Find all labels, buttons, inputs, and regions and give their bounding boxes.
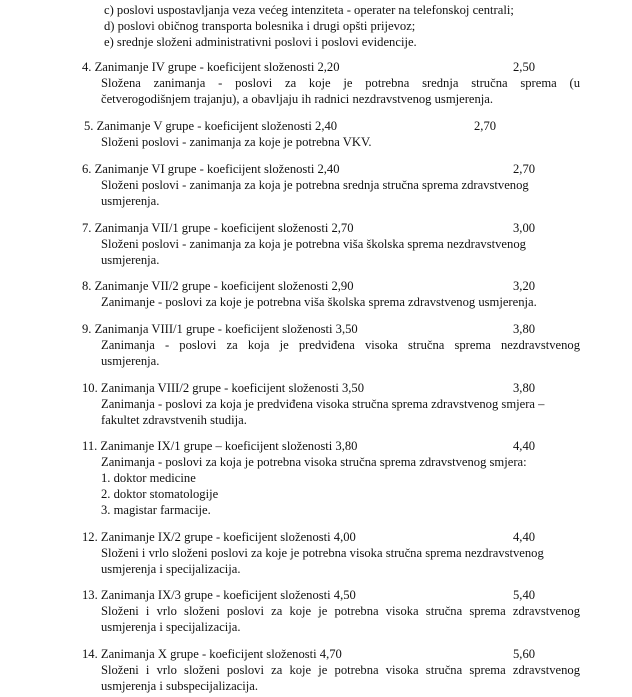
item-5-value: 2,70 (474, 119, 497, 133)
item-9-line-2: usmjerenja. (101, 354, 160, 368)
list-item-c: c) poslovi uspostavljanja veza većeg intenziteta - operater na telefonskoj centrali; (104, 3, 514, 17)
item-8-line-1: Zanimanje - poslovi za koje je potrebna viša školska sprema zdravstvenog usmjerenja. (101, 295, 537, 309)
item-13-line-2: usmjerenja i specijalizacija. (101, 620, 241, 634)
item-13-heading: 13. Zanimanja IX/3 grupe - koeficijent složenosti 4,50 (82, 588, 356, 602)
item-7-value: 3,00 (513, 221, 536, 235)
list-item-e: e) srednje složeni administrativni poslovi i poslovi evidencije. (104, 35, 417, 49)
item-4-line-2: četverogodišnjem trajanju), a obavljaju ih radnici nezdravstvenog usmjerenja. (101, 92, 494, 106)
item-13-line-1: Složeni i vrlo složeni poslovi za koje je potrebna visoka stručna sprema zdravstvenog (101, 604, 580, 618)
item-12-heading: 12. Zanimanje IX/2 grupe - koeficijent složenosti 4,00 (82, 530, 356, 544)
item-14-line-2: usmjerenja i subspecijalizacija. (101, 679, 259, 693)
item-4-heading: 4. Zanimanje IV grupe - koeficijent složenosti 2,20 (82, 60, 340, 74)
item-9-heading: 9. Zanimanja VIII/1 grupe - koeficijent složenosti 3,50 (82, 322, 358, 336)
item-6-line-2: usmjerenja. (101, 194, 160, 208)
item-12-line-1: Složeni i vrlo složeni poslovi za koje je potrebna visoka stručna sprema nezdravstvenog (101, 546, 544, 560)
item-14-line-1: Složeni i vrlo složeni poslovi za koje je potrebna visoka stručna sprema zdravstvenog (101, 663, 580, 677)
item-12-value: 4,40 (513, 530, 536, 544)
item-7-line-1: Složeni poslovi - zanimanja za koja je potrebna viša školska sprema nezdravstvenog (101, 237, 526, 251)
item-14-value: 5,60 (513, 647, 536, 661)
item-5-line-1: Složeni poslovi - zanimanja za koje je potrebna VKV. (101, 135, 372, 149)
item-13-value: 5,40 (513, 588, 536, 602)
item-10-value: 3,80 (513, 381, 536, 395)
item-4-value: 2,50 (513, 60, 536, 74)
item-11-line-1: Zanimanja - poslovi za koja je potrebna visoka stručna sprema zdravstvenog smjera: (101, 455, 527, 469)
item-10-heading: 10. Zanimanja VIII/2 grupe - koeficijent složenosti 3,50 (82, 381, 365, 395)
item-9-line-1: Zanimanja - poslovi za koja je predviđena visoka stručna sprema nezdravstvenog (101, 338, 580, 352)
item-7-heading: 7. Zanimanja VII/1 grupe - koeficijent složenosti 2,70 (82, 221, 354, 235)
list-item-d: d) poslovi običnog transporta bolesnika i drugi opšti prijevoz; (104, 19, 416, 33)
item-11-value: 4,40 (513, 439, 536, 453)
item-8-value: 3,20 (513, 279, 536, 293)
item-10-line-2: fakultet zdravstvenih studija. (101, 413, 247, 427)
item-11-list-3: 3. magistar farmacije. (101, 503, 211, 517)
item-12-line-2: usmjerenja i specijalizacija. (101, 562, 241, 576)
item-9-value: 3,80 (513, 322, 536, 336)
item-7-line-2: usmjerenja. (101, 253, 160, 267)
item-4-line-1: Složena zanimanja - poslovi za koje je potrebna srednja stručna sprema (u (101, 76, 580, 90)
item-8-heading: 8. Zanimanje VII/2 grupe - koeficijent složenosti 2,90 (82, 279, 354, 293)
item-6-line-1: Složeni poslovi - zanimanja za koja je potrebna srednja stručna sprema zdravstvenog (101, 178, 529, 192)
item-10-line-1: Zanimanja - poslovi za koja je predviđena visoka stručna sprema zdravstvenog smjera – (101, 397, 545, 411)
item-11-list-1: 1. doktor medicine (101, 471, 196, 485)
item-11-heading: 11. Zanimanje IX/1 grupe – koeficijent složenosti 3,80 (82, 439, 358, 453)
item-11-list-2: 2. doktor stomatologije (101, 487, 219, 501)
item-14-heading: 14. Zanimanja X grupe - koeficijent složenosti 4,70 (82, 647, 342, 661)
item-5-heading: 5. Zanimanje V grupe - koeficijent složenosti 2,40 (84, 119, 338, 133)
item-6-heading: 6. Zanimanje VI grupe - koeficijent složenosti 2,40 (82, 162, 340, 176)
item-6-value: 2,70 (513, 162, 536, 176)
